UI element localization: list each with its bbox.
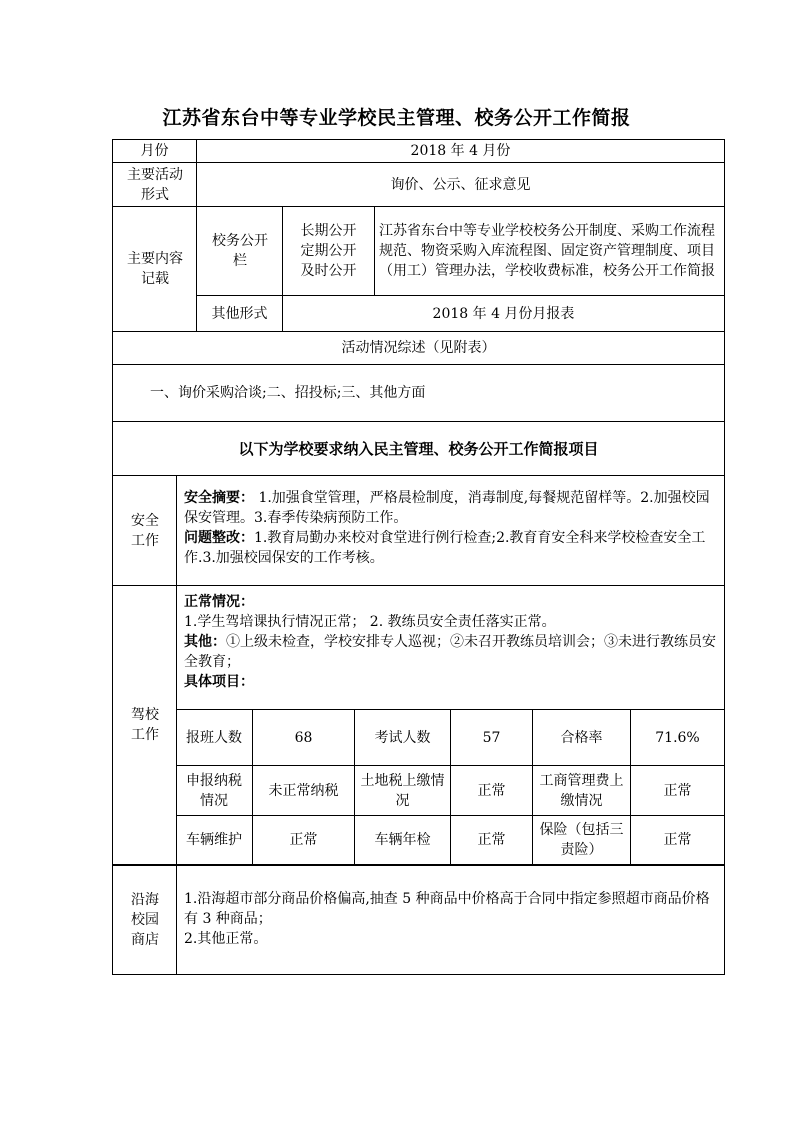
shop-content <box>184 889 720 969</box>
other-form-value: 2018 年 4 月份月报表 <box>432 305 575 322</box>
month-label: 月份 <box>140 143 169 159</box>
grid-cell: 保险（包括三责险） <box>539 822 624 858</box>
activity-items: 一、询价采购洽谈;二、招投标;三、其他方面 <box>150 385 426 401</box>
main-content-label: 主要内容记载 <box>127 251 183 287</box>
safety-summary-text: 1.加强食堂管理，严格晨检制度，消毒制度,每餐规范留样等。2.加强校园保安管理。3.春季传染病预防工作。 <box>184 490 710 526</box>
grid-cell: 未正常纳税 <box>268 782 339 799</box>
grid-cell: 57 <box>482 729 501 746</box>
driving-label: 驾校工作 <box>131 707 159 743</box>
school-board-label: 校务公开栏 <box>212 233 268 269</box>
driving-other-text: ①上级未检查，学校安排专人巡视；②未召开教练员培训会；③未进行教练员安全教育； <box>184 634 716 670</box>
grid-cell: 正常 <box>289 832 318 848</box>
shop-label: 沿海校园商店 <box>131 892 159 948</box>
grid-cell: 正常 <box>663 782 692 799</box>
safety-rectify-key: 问题整改： <box>184 530 254 546</box>
safety-label: 安全工作 <box>131 512 159 549</box>
grid-cell: 正常 <box>477 832 506 848</box>
driving-other-key: 其他： <box>184 634 226 650</box>
board-content: 江苏省东台中等专业学校校务公开制度、采购工作流程规范、物资采购入库流程图、固定资产管理制度、项目（用工）管理办法，学校收费标准，校务公开工作简报 <box>379 223 715 279</box>
grid-cell: 71.6% <box>655 729 700 746</box>
driving-normal-key: 正常情况： <box>184 594 254 610</box>
shop-line-1: 1.沿海超市部分商品价格偏高,抽查 5 种商品中价格高于合同中指定参照超市商品价格有 3 种商品； <box>184 891 710 927</box>
safety-content <box>184 488 720 582</box>
grid-cell: 68 <box>294 729 313 746</box>
activity-form-label: 主要活动形式 <box>127 166 183 203</box>
page-title: 江苏省东台中等专业学校民主管理、校务公开工作简报 <box>162 107 631 129</box>
safety-rectify-text: 1.教育局勤办来校对食堂进行例行检查;2.教育育安全科来学校检查安全工作.3.加强校园保安的工作考核。 <box>184 530 706 566</box>
required-items-heading: 以下为学校要求纳入民主管理、校务公开工作简报项目 <box>238 439 599 458</box>
grid-cell: 正常 <box>663 832 692 848</box>
shop-line-2: 2.其他正常。 <box>184 931 268 947</box>
month-value: 2018 年 4 月份 <box>410 143 511 159</box>
board-types: 长期公开定期公开及时公开 <box>300 223 357 279</box>
other-form-label: 其他形式 <box>211 305 268 322</box>
grid-cell: 考试人数 <box>374 729 431 746</box>
grid-cell: 申报纳税情况 <box>186 772 242 809</box>
grid-cell: 正常 <box>477 782 506 799</box>
activity-summary-label: 活动情况综述（见附表） <box>341 340 496 356</box>
grid-cell: 合格率 <box>560 729 603 746</box>
grid-cell: 车辆年检 <box>374 832 431 848</box>
safety-summary-key: 安全摘要： <box>184 490 254 506</box>
driving-content <box>184 592 720 708</box>
driving-normal-text: 1.学生驾培课执行情况正常； 2. 教练员安全责任落实正常。 <box>184 614 556 630</box>
grid-cell: 报班人数 <box>186 729 242 746</box>
grid-cell: 车辆维护 <box>186 832 242 848</box>
driving-items-key: 具体项目： <box>184 674 254 690</box>
grid-cell: 土地税上缴情况 <box>360 772 445 809</box>
grid-cell: 工商管理费上缴情况 <box>539 772 624 809</box>
activity-form-value: 询价、公示、征求意见 <box>390 176 531 193</box>
